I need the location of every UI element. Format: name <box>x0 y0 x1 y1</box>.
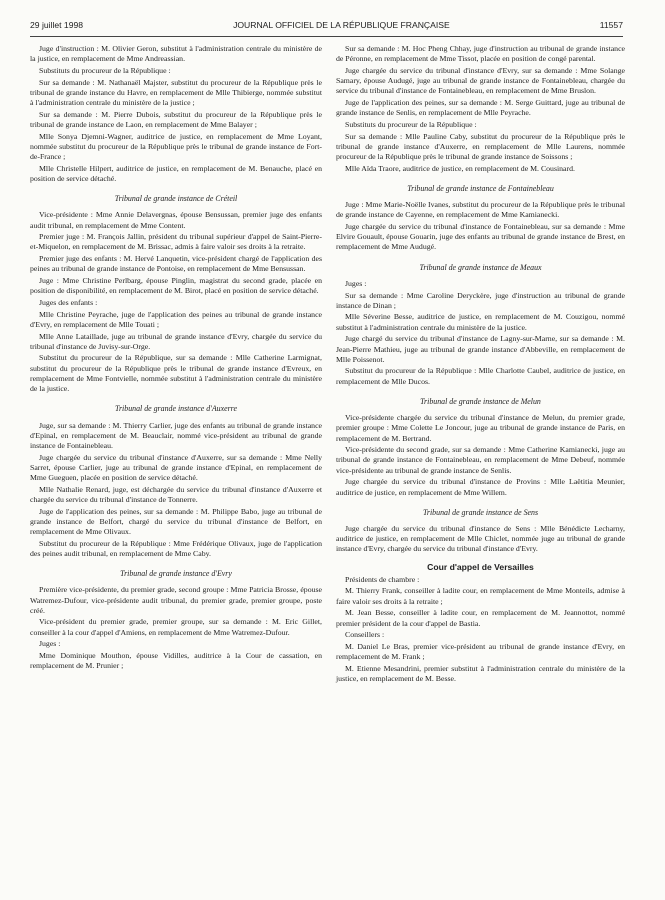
paragraph: Juge chargée du service du tribunal d'instance de Provins : Mlle Laëtitia Meunier, auditrice de justice, en remplacement de Mme Willem. <box>336 477 625 497</box>
paragraph: Première vice-présidente, du premier grade, second groupe : Mme Patricia Brosse, épouse Watremez-Dufour, vice-présidente audit tribunal, du premier grade, premier groupe, poste créé. <box>30 585 322 615</box>
paragraph: Mlle Sonya Djemni-Wagner, auditrice de justice, en remplacement de Mme Loyant, nommée substitut du procureur de la République près le tribunal de grande instance de Fort-de-France ; <box>30 131 322 162</box>
paragraph: Mlle Anne Lataillade, juge au tribunal de grande instance d'Evry, chargée du service du tribunal d'instance de Juvisy-sur-Orge. <box>30 331 322 351</box>
paragraph: Juges : <box>345 278 367 288</box>
paragraph: Sur sa demande : M. Hoc Pheng Chhay, juge d'instruction au tribunal de grande instance de Péronne, en remplacement de Mme Tissot, placée en position de congé parental. <box>336 44 625 64</box>
section-heading: Tribunal de grande instance de Meaux <box>419 262 542 272</box>
paragraph: Substitut du procureur de la République : Mlle Charlotte Caubel, auditrice de justice, en remplacement de Mlle Ducos. <box>336 366 625 386</box>
section-heading: Tribunal de grande instance de Sens <box>422 507 539 517</box>
section-heading: Tribunal de grande instance de Melun <box>420 396 541 406</box>
paragraph: Juge de l'application des peines, sur sa demande : M. Philippe Babo, juge au tribunal de grande instance de Belfort, chargé du service du tribunal d'instance de Belfort, en remplacement de Mme Olivaux. <box>30 506 322 537</box>
header-page-number: 11557 <box>599 20 623 30</box>
paragraph: Juges : <box>39 639 61 649</box>
header-rule <box>30 36 623 37</box>
paragraph: Juges des enfants : <box>39 297 98 307</box>
left-column <box>30 44 322 673</box>
paragraph: Sur sa demande : M. Pierre Dubois, substitut du procureur de la République près le tribunal de grande instance de Laon, en remplacement de Mme Balayer ; <box>30 109 322 129</box>
paragraph: Juge chargée du service du tribunal d'instance d'Evry, sur sa demande : Mme Solange Samary, épouse Audugé, juge au tribunal de grande instance de Fontainebleau, chargée du service du tribunal d'instance de Fontainebleau, en remplacement de Mme Bruslon. <box>336 65 625 96</box>
paragraph: Juge chargé du service du tribunal d'instance de Lagny-sur-Marne, sur sa demande : M. Jean-Pierre Mathieu, juge au tribunal de grande instance d'Abbeville, en remplacement de Mlle Poissenot. <box>336 334 625 364</box>
paragraph: Juge : Mme Christine Perlbarg, épouse Pinglin, magistrat du second grade, placée en position de disponibilité, en remplacement de M. Birot, placé en position de service détaché. <box>30 276 322 296</box>
section-heading: Cour d'appel de Versailles <box>427 561 534 572</box>
paragraph: M. Daniel Le Bras, premier vice-président au tribunal de grande instance d'Evry, en remplacement de M. Frank ; <box>336 641 625 662</box>
section-heading: Tribunal de grande instance d'Evry <box>120 569 232 579</box>
paragraph: Vice-présidente du second grade, sur sa demande : Mme Catherine Kamianecki, juge au tribunal de grande instance de Fontainebleau, en remplacement de Mme Debeuf, nommée vice-présidente au tribunal de grande instance de Senlis. <box>336 445 625 475</box>
paragraph: Juge chargée du service du tribunal d'instance de Sens : Mlle Bénédicte Lecharny, auditrice de justice, en remplacement de Mlle Chiclet, nommée juge au tribunal de grande instance d'Evry, chargée du service du tribunal d'instance d'Evry. <box>336 523 625 554</box>
header-journal-title: JOURNAL OFFICIEL DE LA RÉPUBLIQUE FRANÇAISE <box>233 20 450 30</box>
paragraph: Juge : Mme Marie-Noëlle Ivanes, substitut du procureur de la République près le tribunal de grande instance de Cayenne, en remplacement de Mme Kamianecki. <box>336 200 625 220</box>
paragraph: Substitut du procureur de la République, sur sa demande : Mlle Catherine Larmignat, substitut du procureur de la République près le tribunal de grande instance d'Evreux, en remplacement de Mme Fontvielle, nommée substitut à l'administration centrale du ministère de la justice. <box>30 353 322 394</box>
paragraph: Juge de l'application des peines, sur sa demande : M. Serge Guittard, juge au tribunal de grande instance de Senlis, en remplacement de Mlle Peyrache. <box>336 98 625 118</box>
paragraph: Juge chargée du service du tribunal d'instance de Fontainebleau, sur sa demande : Mme Elvire Gouault, épouse Gouarin, juge des enfants au tribunal de grande instance de Brest, en remplacement de Mme Audugé. <box>336 222 625 252</box>
paragraph: Vice-présidente chargée du service du tribunal d'instance de Melun, du premier grade, premier groupe : Mme Colette Le Joncour, juge au tribunal de grande instance de Paris, en remplacement de M. Bertrand. <box>336 413 625 443</box>
paragraph: Juge, sur sa demande : M. Thierry Carlier, juge des enfants au tribunal de grande instance d'Epinal, en remplacement de M. Beauclair, nommé vice-président au tribunal de grande instance de Fontainebleau. <box>30 420 322 450</box>
paragraph: Juge d'instruction : M. Olivier Geron, substitut à l'administration centrale du ministère de la justice, en remplacement de Mme Andreassian. <box>30 44 322 64</box>
paragraph: M. Etienne Mesandrini, premier substitut à l'administration centrale du ministère de la justice, en remplacement de M. Besse. <box>336 663 625 684</box>
header-date: 29 juillet 1998 <box>30 20 84 30</box>
paragraph: Sur sa demande : M. Nathanaël Majster, substitut du procureur de la République près le tribunal de grande instance du Havre, en remplacement de Mlle Thibierge, nommée substitut à l'administration centrale du ministère de la justice ; <box>30 77 322 108</box>
section-heading: Tribunal de grande instance d'Auxerre <box>115 404 237 414</box>
paragraph: Substituts du procureur de la République : <box>345 119 477 129</box>
paragraph: Mlle Séverine Besse, auditrice de justice, en remplacement de M. Couzigou, nommé substitut à l'administration centrale du ministère de la justice. <box>336 312 625 332</box>
section-heading: Tribunal de grande instance de Fontainebleau <box>407 183 554 193</box>
paragraph: Mlle Aïda Traore, auditrice de justice, en remplacement de M. Cousinard. <box>345 163 575 173</box>
page-header <box>30 20 623 34</box>
paragraph: Juge chargée du service du tribunal d'instance d'Auxerre, sur sa demande : Mme Nelly Sarret, épouse Carlier, juge au tribunal de grande instance d'Epinal, en remplacement de Mme Gueguen, placée en position de service détaché. <box>30 452 322 483</box>
paragraph: Sur sa demande : Mme Caroline Deryckère, juge d'instruction au tribunal de grande instance de Dinan ; <box>336 290 625 310</box>
paragraph: Mlle Christine Peyrache, juge de l'application des peines au tribunal de grande instance d'Evry, en remplacement de Mlle Touati ; <box>30 309 322 329</box>
paragraph: Conseillers : <box>345 630 385 640</box>
paragraph: Premier juge des enfants : M. Hervé Lanquetin, vice-président chargé de l'application des peines au tribunal de grande instance de Pontoise, en remplacement de Mme Bensussan. <box>30 254 322 274</box>
paragraph: Vice-président du premier grade, premier groupe, sur sa demande : M. Eric Gillet, conseiller à la cour d'appel d'Amiens, en remplacement de Mme Watremez-Dufour. <box>30 617 322 637</box>
paragraph: Présidents de chambre : <box>345 574 420 584</box>
paragraph: Sur sa demande : Mlle Pauline Caby, substitut du procureur de la République près le tribunal de grande instance d'Auxerre, en remplacement de Mlle Laurens, nommée procureur de la République près le tribunal de grande instance de Soissons ; <box>336 131 625 162</box>
section-heading: Tribunal de grande instance de Créteil <box>114 194 238 204</box>
right-column <box>336 44 625 686</box>
paragraph: Substitut du procureur de la République : Mme Frédérique Olivaux, juge de l'application des peines audit tribunal, en remplacement de Mme Caby. <box>30 538 322 558</box>
paragraph: M. Thierry Frank, conseiller à ladite cour, en remplacement de Mme Monteils, admise à faire valoir ses droits à la retraite ; <box>336 586 625 606</box>
paragraph: Mme Dominique Mouthon, épouse Vidilles, auditrice à la Cour de cassation, en remplacement de M. Prunier ; <box>30 651 322 671</box>
paragraph: Mlle Nathalie Renard, juge, est déchargée du service du tribunal d'instance d'Auxerre et chargée du service du tribunal d'instance de Tonnerre. <box>30 484 322 504</box>
paragraph: Mlle Christelle Hilpert, auditrice de justice, en remplacement de M. Benauche, placé en position de service détaché. <box>30 163 322 183</box>
paragraph: M. Jean Besse, conseiller à ladite cour, en remplacement de M. Jeannottot, nommé premier président de la cour d'appel de Bastia. <box>336 608 625 628</box>
paragraph: Substituts du procureur de la République : <box>39 65 171 75</box>
paragraph: Premier juge : M. François Jallin, président du tribunal supérieur d'appel de Saint-Pierre-et-Miquelon, en remplacement de M. Brissac, admis à faire valoir ses droits à la retraite. <box>30 232 322 252</box>
paragraph: Vice-présidente : Mme Annie Delavergnas, épouse Bensussan, premier juge des enfants audit tribunal, en remplacement de Mme Content. <box>30 210 322 230</box>
